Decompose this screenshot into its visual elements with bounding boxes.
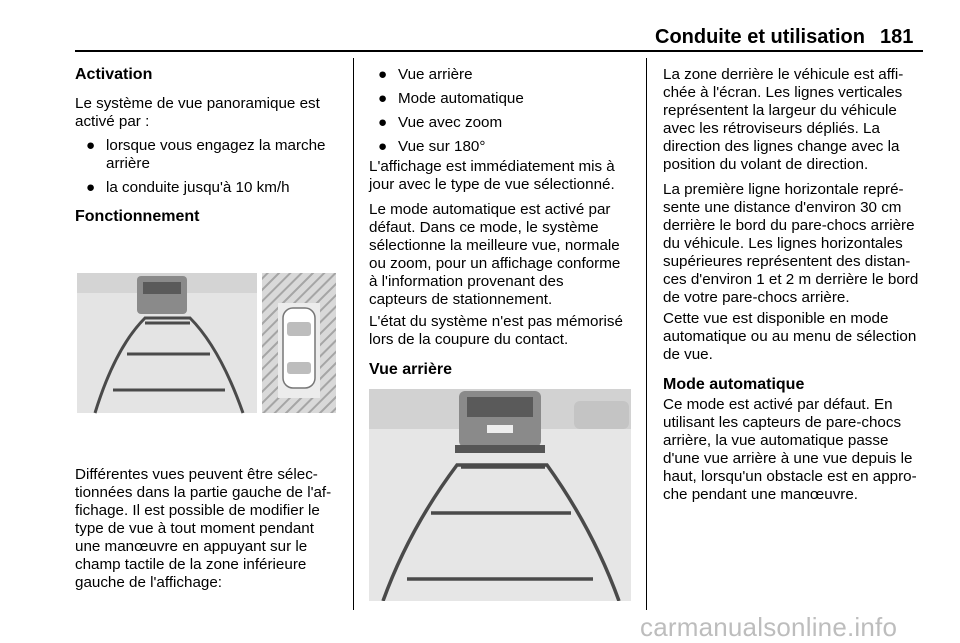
text-line: arrière, la vue automatique passe — [663, 432, 889, 449]
text-line: direction des lignes change avec la — [663, 138, 900, 155]
column-separator — [646, 58, 647, 610]
list-item-text: Vue avec zoom — [398, 114, 503, 131]
paragraph — [369, 201, 620, 309]
activation-heading: Activation — [75, 66, 153, 83]
text-line: supérieures représentent des distan- — [663, 253, 911, 270]
text-line: fichage. Il est possible de modifier le — [75, 502, 320, 519]
bullet-icon: ● — [378, 90, 388, 107]
side-vehicle — [574, 401, 629, 429]
mode-automatique-heading: Mode automatique — [663, 376, 805, 393]
vehicle-windshield — [287, 322, 311, 336]
text-line: La zone derrière le véhicule est affi- — [663, 66, 904, 83]
vehicle-rear-window — [287, 362, 311, 374]
header-rule — [75, 50, 923, 52]
text-line: d'une vue arrière à une vue depuis le — [663, 450, 913, 467]
list-item — [378, 90, 638, 108]
fonctionnement-heading: Fonctionnement — [75, 208, 200, 225]
vehicle-window — [467, 397, 533, 417]
paragraph — [663, 396, 917, 504]
activation-intro — [75, 95, 320, 131]
text-line: ou zoom, pour un affichage conforme — [369, 255, 621, 272]
camera-view-illustration — [75, 238, 338, 446]
text-line: Cette vue est disponible en mode — [663, 310, 889, 327]
bullet-icon: ● — [378, 138, 388, 155]
list-item-text — [106, 179, 290, 197]
parked-vehicle — [137, 276, 187, 314]
paragraph — [663, 66, 903, 174]
text-line: de vue. — [663, 346, 713, 363]
list-item-text: Vue arrière — [398, 66, 473, 83]
text-line: défaut. Dans ce mode, le système — [369, 219, 599, 236]
hatched-zone — [278, 398, 320, 413]
list-item-text: Mode automatique — [398, 90, 524, 107]
text-line: Le système de vue panoramique est — [75, 95, 320, 112]
text-line: L'état du système n'est pas mémorisé — [369, 313, 623, 330]
license-plate — [487, 425, 513, 433]
text-line: tionnées dans la partie gauche de l'af- — [75, 484, 332, 501]
text-line: sélectionne la meilleure vue, normale — [369, 237, 620, 254]
text-line: utilisant les capteurs de pare-chocs — [663, 414, 902, 431]
list-item-text — [106, 137, 326, 173]
own-vehicle-top-view — [283, 308, 315, 388]
hatched-zone — [278, 273, 320, 303]
list-item — [86, 179, 346, 197]
bullet-icon: ● — [378, 66, 388, 83]
list-item — [86, 137, 346, 173]
text-line: haut, lorsqu'un obstacle est en appro- — [663, 468, 917, 485]
text-line: de votre pare-chocs arrière. — [663, 289, 850, 306]
text-line: automatique ou au menu de sélection — [663, 328, 917, 345]
text-line: type de vue à tout moment pendant — [75, 520, 314, 537]
text-line: une manœuvre en appuyant sur le — [75, 538, 308, 555]
text-line: Le mode automatique est activé par — [369, 201, 611, 218]
text-line: lorsque vous engagez la marche — [106, 137, 326, 154]
text-line: Différentes vues peuvent être sélec- — [75, 466, 318, 483]
text-line: L'affichage est immédiatement mis à — [369, 158, 615, 175]
page-number: 181 — [880, 26, 914, 48]
text-line: jour avec le type de vue sélectionné. — [369, 176, 615, 193]
column-separator — [353, 58, 354, 610]
text-line: activé par : — [75, 113, 150, 130]
bullet-icon: ● — [378, 114, 388, 131]
list-item — [378, 114, 638, 132]
vehicle-window — [143, 282, 181, 294]
text-line: che pendant une manœuvre. — [663, 486, 859, 503]
text-line: à l'information provenant des — [369, 273, 564, 290]
vue-arriere-heading: Vue arrière — [369, 361, 453, 378]
text-line: avec les rétroviseurs dépliés. La — [663, 120, 880, 137]
text-line: capteurs de stationnement. — [369, 291, 553, 308]
text-line: du véhicule. Les lignes horizontales — [663, 235, 903, 252]
text-line: La première ligne horizontale repré- — [663, 181, 904, 198]
paragraph — [663, 181, 918, 307]
text-line: gauche de l'affichage: — [75, 574, 223, 591]
fonctionnement-paragraph — [75, 466, 331, 592]
hatched-zone — [320, 273, 336, 413]
vehicle-bumper — [455, 445, 545, 453]
bullet-icon: ● — [86, 137, 96, 154]
page-header-title: Conduite et utilisation — [655, 26, 865, 48]
text-line: position du volant de direction. — [663, 156, 869, 173]
paragraph — [369, 158, 615, 194]
list-item-text: Vue sur 180° — [398, 138, 486, 155]
text-line: ces d'environ 1 et 2 m derrière le bord — [663, 271, 919, 288]
list-item — [378, 66, 638, 84]
list-item — [378, 138, 638, 156]
rear-view-illustration — [369, 389, 631, 601]
text-line: derrière le bord du pare-chocs arrière — [663, 217, 915, 234]
paragraph — [369, 313, 623, 349]
text-line: la conduite jusqu'à 10 km/h — [106, 179, 290, 196]
bullet-icon: ● — [86, 179, 96, 196]
hatched-zone — [262, 273, 278, 413]
text-line: arrière — [106, 155, 150, 172]
text-line: lors de la coupure du contact. — [369, 331, 569, 348]
text-line: sente une distance d'environ 30 cm — [663, 199, 902, 216]
watermark-text: carmanualsonline.info — [640, 612, 898, 642]
text-line: champ tactile de la zone inférieure — [75, 556, 307, 573]
text-line: Ce mode est activé par défaut. En — [663, 396, 893, 413]
paragraph — [663, 310, 916, 364]
text-line: représentent la largeur du véhicule — [663, 102, 897, 119]
text-line: chée à l'écran. Les lignes verticales — [663, 84, 903, 101]
